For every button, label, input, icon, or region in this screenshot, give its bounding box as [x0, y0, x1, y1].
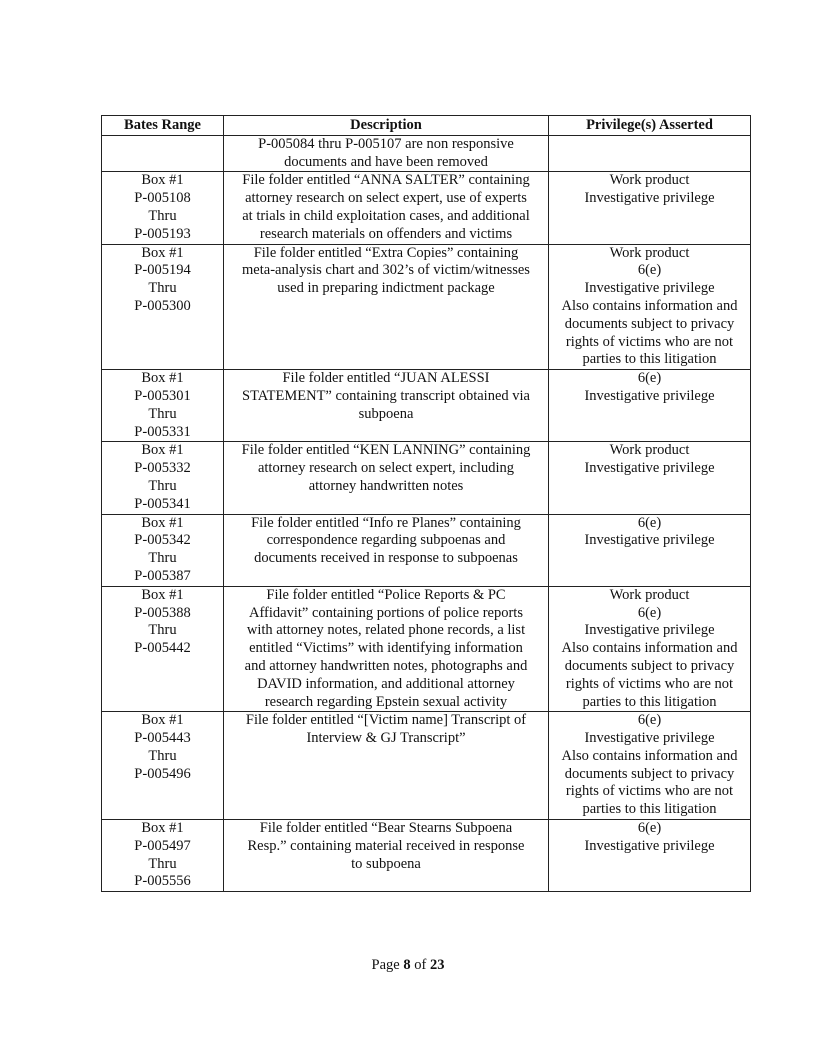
bates-range-cell: Box #1 P-005332 Thru P-005341 — [102, 442, 224, 514]
table-row — [102, 712, 751, 820]
description-cell: File folder entitled “JUAN ALESSI STATEMENT” containing transcript obtained via subpoena — [224, 370, 549, 442]
privilege-log-table — [101, 115, 751, 892]
privilege-cell: Work product 6(e) Investigative privilege Also contains information and documents subject to privacy rights of victims who are not parties to this litigation — [549, 586, 751, 712]
table-row — [102, 442, 751, 514]
table-row — [102, 135, 751, 172]
page-number-footer — [0, 957, 816, 974]
page-label: Page — [371, 957, 400, 973]
table-row — [102, 586, 751, 712]
privilege-cell: Work product 6(e) Investigative privilege Also contains information and documents subject to privacy rights of victims who are not parties to this litigation — [549, 244, 751, 370]
privilege-cell: 6(e) Investigative privilege — [549, 514, 751, 586]
description-cell: File folder entitled “Extra Copies” containing meta-analysis chart and 302’s of victim/witnesses used in preparing indictment package — [224, 244, 549, 370]
total-page-count: 23 — [429, 957, 445, 973]
privilege-cell — [549, 135, 751, 172]
privilege-cell: 6(e) Investigative privilege Also contains information and documents subject to privacy rights of victims who are not parties to this litigation — [549, 712, 751, 820]
header-description: Description — [224, 116, 549, 136]
table-row — [102, 370, 751, 442]
description-cell: File folder entitled “Police Reports & PC Affidavit” containing portions of police reports with attorney notes, related phone records, a list entitled “Victims” with identifying information and attorney handwritten notes, photographs and DAVID information, and additional attorney research regarding Epstein sexual activity — [224, 586, 549, 712]
bates-range-cell: Box #1 P-005342 Thru P-005387 — [102, 514, 224, 586]
description-cell: File folder entitled “KEN LANNING” containing attorney research on select expert, including attorney handwritten notes — [224, 442, 549, 514]
privilege-cell: 6(e) Investigative privilege — [549, 370, 751, 442]
table-body — [102, 135, 751, 891]
current-page-number: 8 — [403, 957, 411, 973]
description-cell: File folder entitled “Info re Planes” containing correspondence regarding subpoenas and documents received in response to subpoenas — [224, 514, 549, 586]
bates-range-cell: Box #1 P-005497 Thru P-005556 — [102, 820, 224, 892]
privilege-cell: 6(e) Investigative privilege — [549, 820, 751, 892]
bates-range-cell: Box #1 P-005301 Thru P-005331 — [102, 370, 224, 442]
table-row — [102, 820, 751, 892]
description-cell: P-005084 thru P-005107 are non responsive documents and have been removed — [224, 135, 549, 172]
header-privileges-asserted: Privilege(s) Asserted — [549, 116, 751, 136]
privilege-cell: Work product Investigative privilege — [549, 442, 751, 514]
bates-range-cell — [102, 135, 224, 172]
description-cell: File folder entitled “[Victim name] Transcript of Interview & GJ Transcript” — [224, 712, 549, 820]
table-row — [102, 244, 751, 370]
bates-range-cell: Box #1 P-005108 Thru P-005193 — [102, 172, 224, 244]
bates-range-cell: Box #1 P-005194 Thru P-005300 — [102, 244, 224, 370]
header-bates-range: Bates Range — [102, 116, 224, 136]
page-of-label: of — [414, 957, 427, 973]
description-cell: File folder entitled “ANNA SALTER” containing attorney research on select expert, use of experts at trials in child exploitation cases, and additional research materials on offenders and victims — [224, 172, 549, 244]
description-cell: File folder entitled “Bear Stearns Subpoena Resp.” containing material received in response to subpoena — [224, 820, 549, 892]
table-header-row — [102, 116, 751, 136]
table-row — [102, 172, 751, 244]
privilege-cell: Work product Investigative privilege — [549, 172, 751, 244]
bates-range-cell: Box #1 P-005388 Thru P-005442 — [102, 586, 224, 712]
bates-range-cell: Box #1 P-005443 Thru P-005496 — [102, 712, 224, 820]
table-row — [102, 514, 751, 586]
